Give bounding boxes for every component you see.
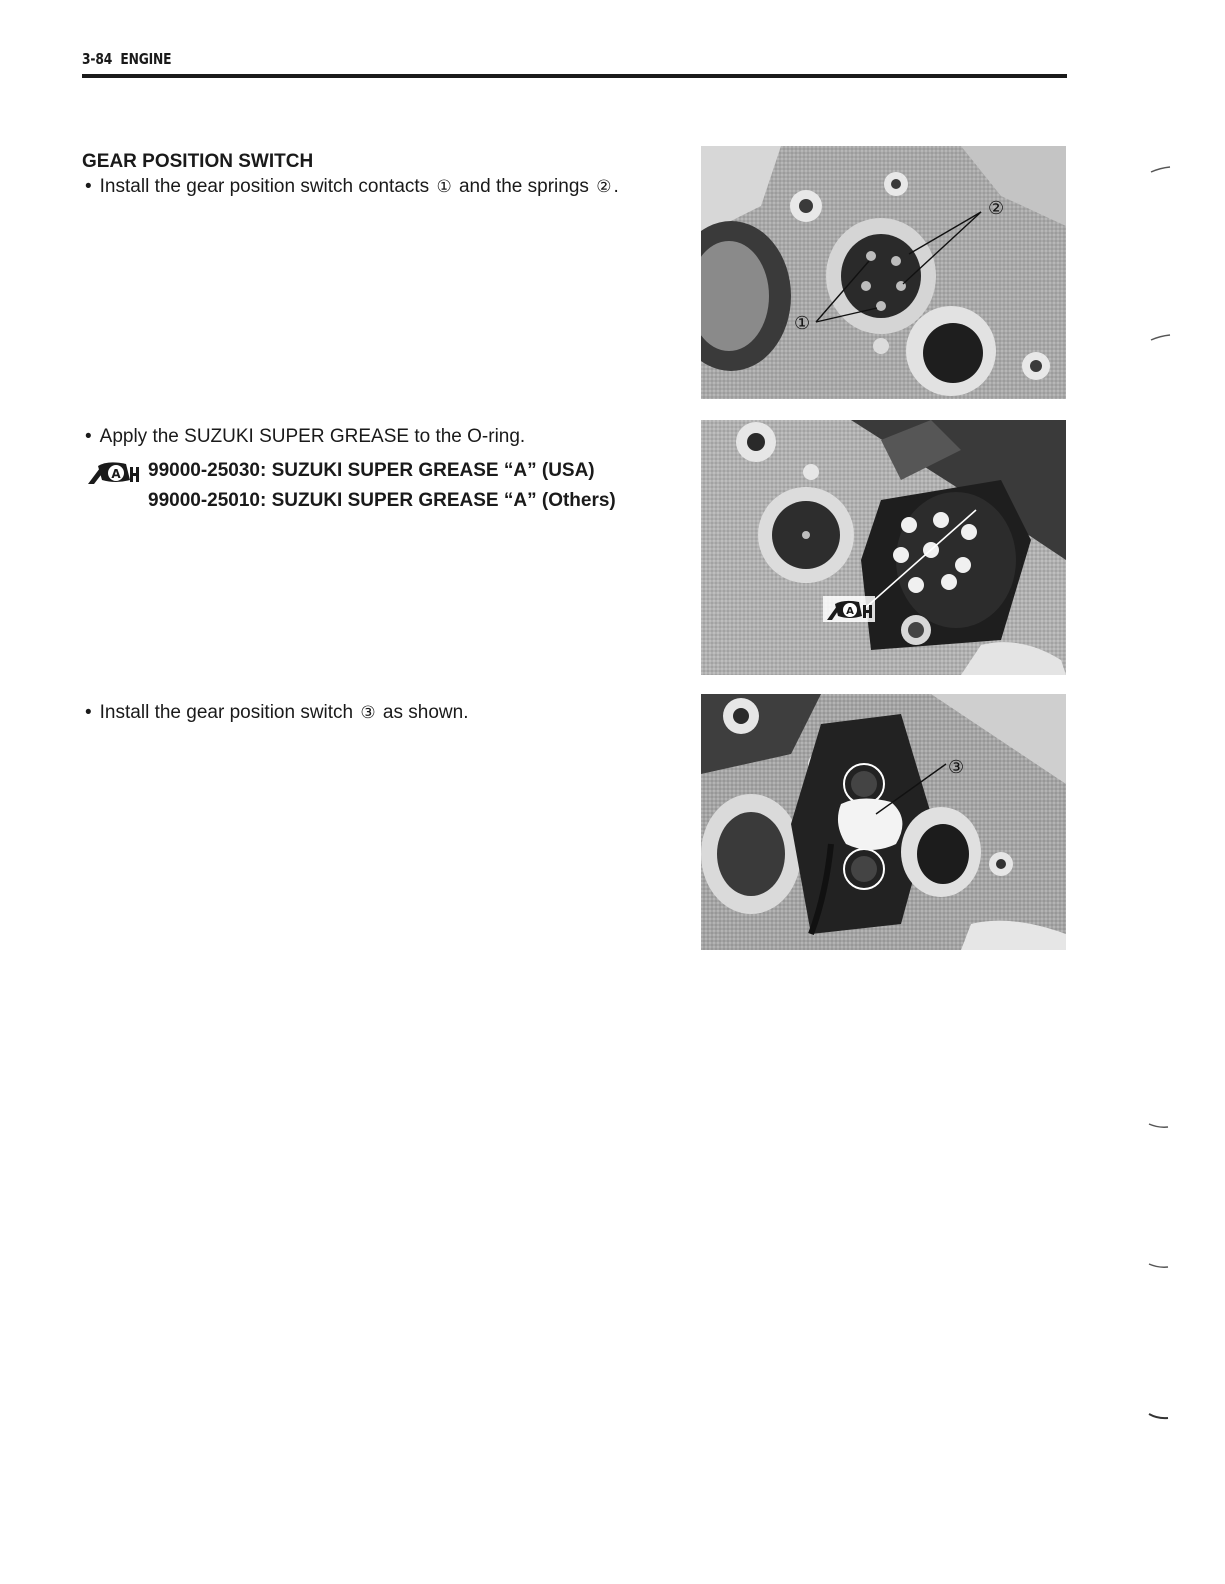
bullet-dot: •	[85, 176, 92, 197]
scan-edge-mark	[1148, 1122, 1170, 1130]
grease-icon-label: A	[111, 467, 121, 481]
grease-a-icon	[823, 596, 875, 622]
scan-edge-mark	[1150, 334, 1172, 342]
step-3-text-before: Install the gear position switch	[99, 702, 359, 723]
step-3	[85, 702, 468, 724]
header-section: ENGINE	[120, 50, 172, 68]
grease-spec-line-1: 99000-25030: SUZUKI SUPER GREASE “A” (USA)	[148, 460, 595, 481]
ref-mark-2: ②	[596, 177, 612, 196]
ref-mark-3: ③	[360, 703, 376, 722]
bullet-dot: •	[85, 426, 92, 447]
callout-3: ③	[948, 757, 965, 778]
grease-a-icon	[86, 460, 144, 486]
ref-mark-1: ①	[436, 177, 452, 196]
scan-edge-mark	[1148, 1262, 1170, 1270]
step-1-text-before: Install the gear position switch contacts	[99, 176, 435, 197]
section-title: GEAR POSITION SWITCH	[82, 151, 314, 172]
scan-edge-mark	[1148, 1412, 1170, 1420]
photo-gear-position-switch	[701, 694, 1066, 950]
step-3-text-after: as shown.	[377, 702, 469, 723]
page-number: 3-84	[82, 50, 113, 68]
scan-edge-mark	[1150, 166, 1172, 174]
grease-icon-label: A	[846, 606, 854, 617]
step-2-text: Apply the SUZUKI SUPER GREASE to the O-ring.	[99, 426, 526, 447]
step-1-text-middle: and the springs	[453, 176, 595, 197]
header-text	[82, 50, 171, 68]
step-1-text-after: .	[613, 176, 619, 197]
step-1	[85, 176, 619, 198]
header-rule	[82, 74, 1067, 78]
page-header	[82, 50, 1067, 80]
bullet-dot: •	[85, 702, 92, 723]
photo-o-ring-grease	[701, 420, 1066, 675]
step-2	[85, 426, 525, 448]
callout-2: ②	[988, 198, 1005, 219]
photo-switch-contacts	[701, 146, 1066, 399]
grease-spec-line-2: 99000-25010: SUZUKI SUPER GREASE “A” (Others)	[148, 490, 616, 511]
callout-1: ①	[794, 313, 811, 334]
